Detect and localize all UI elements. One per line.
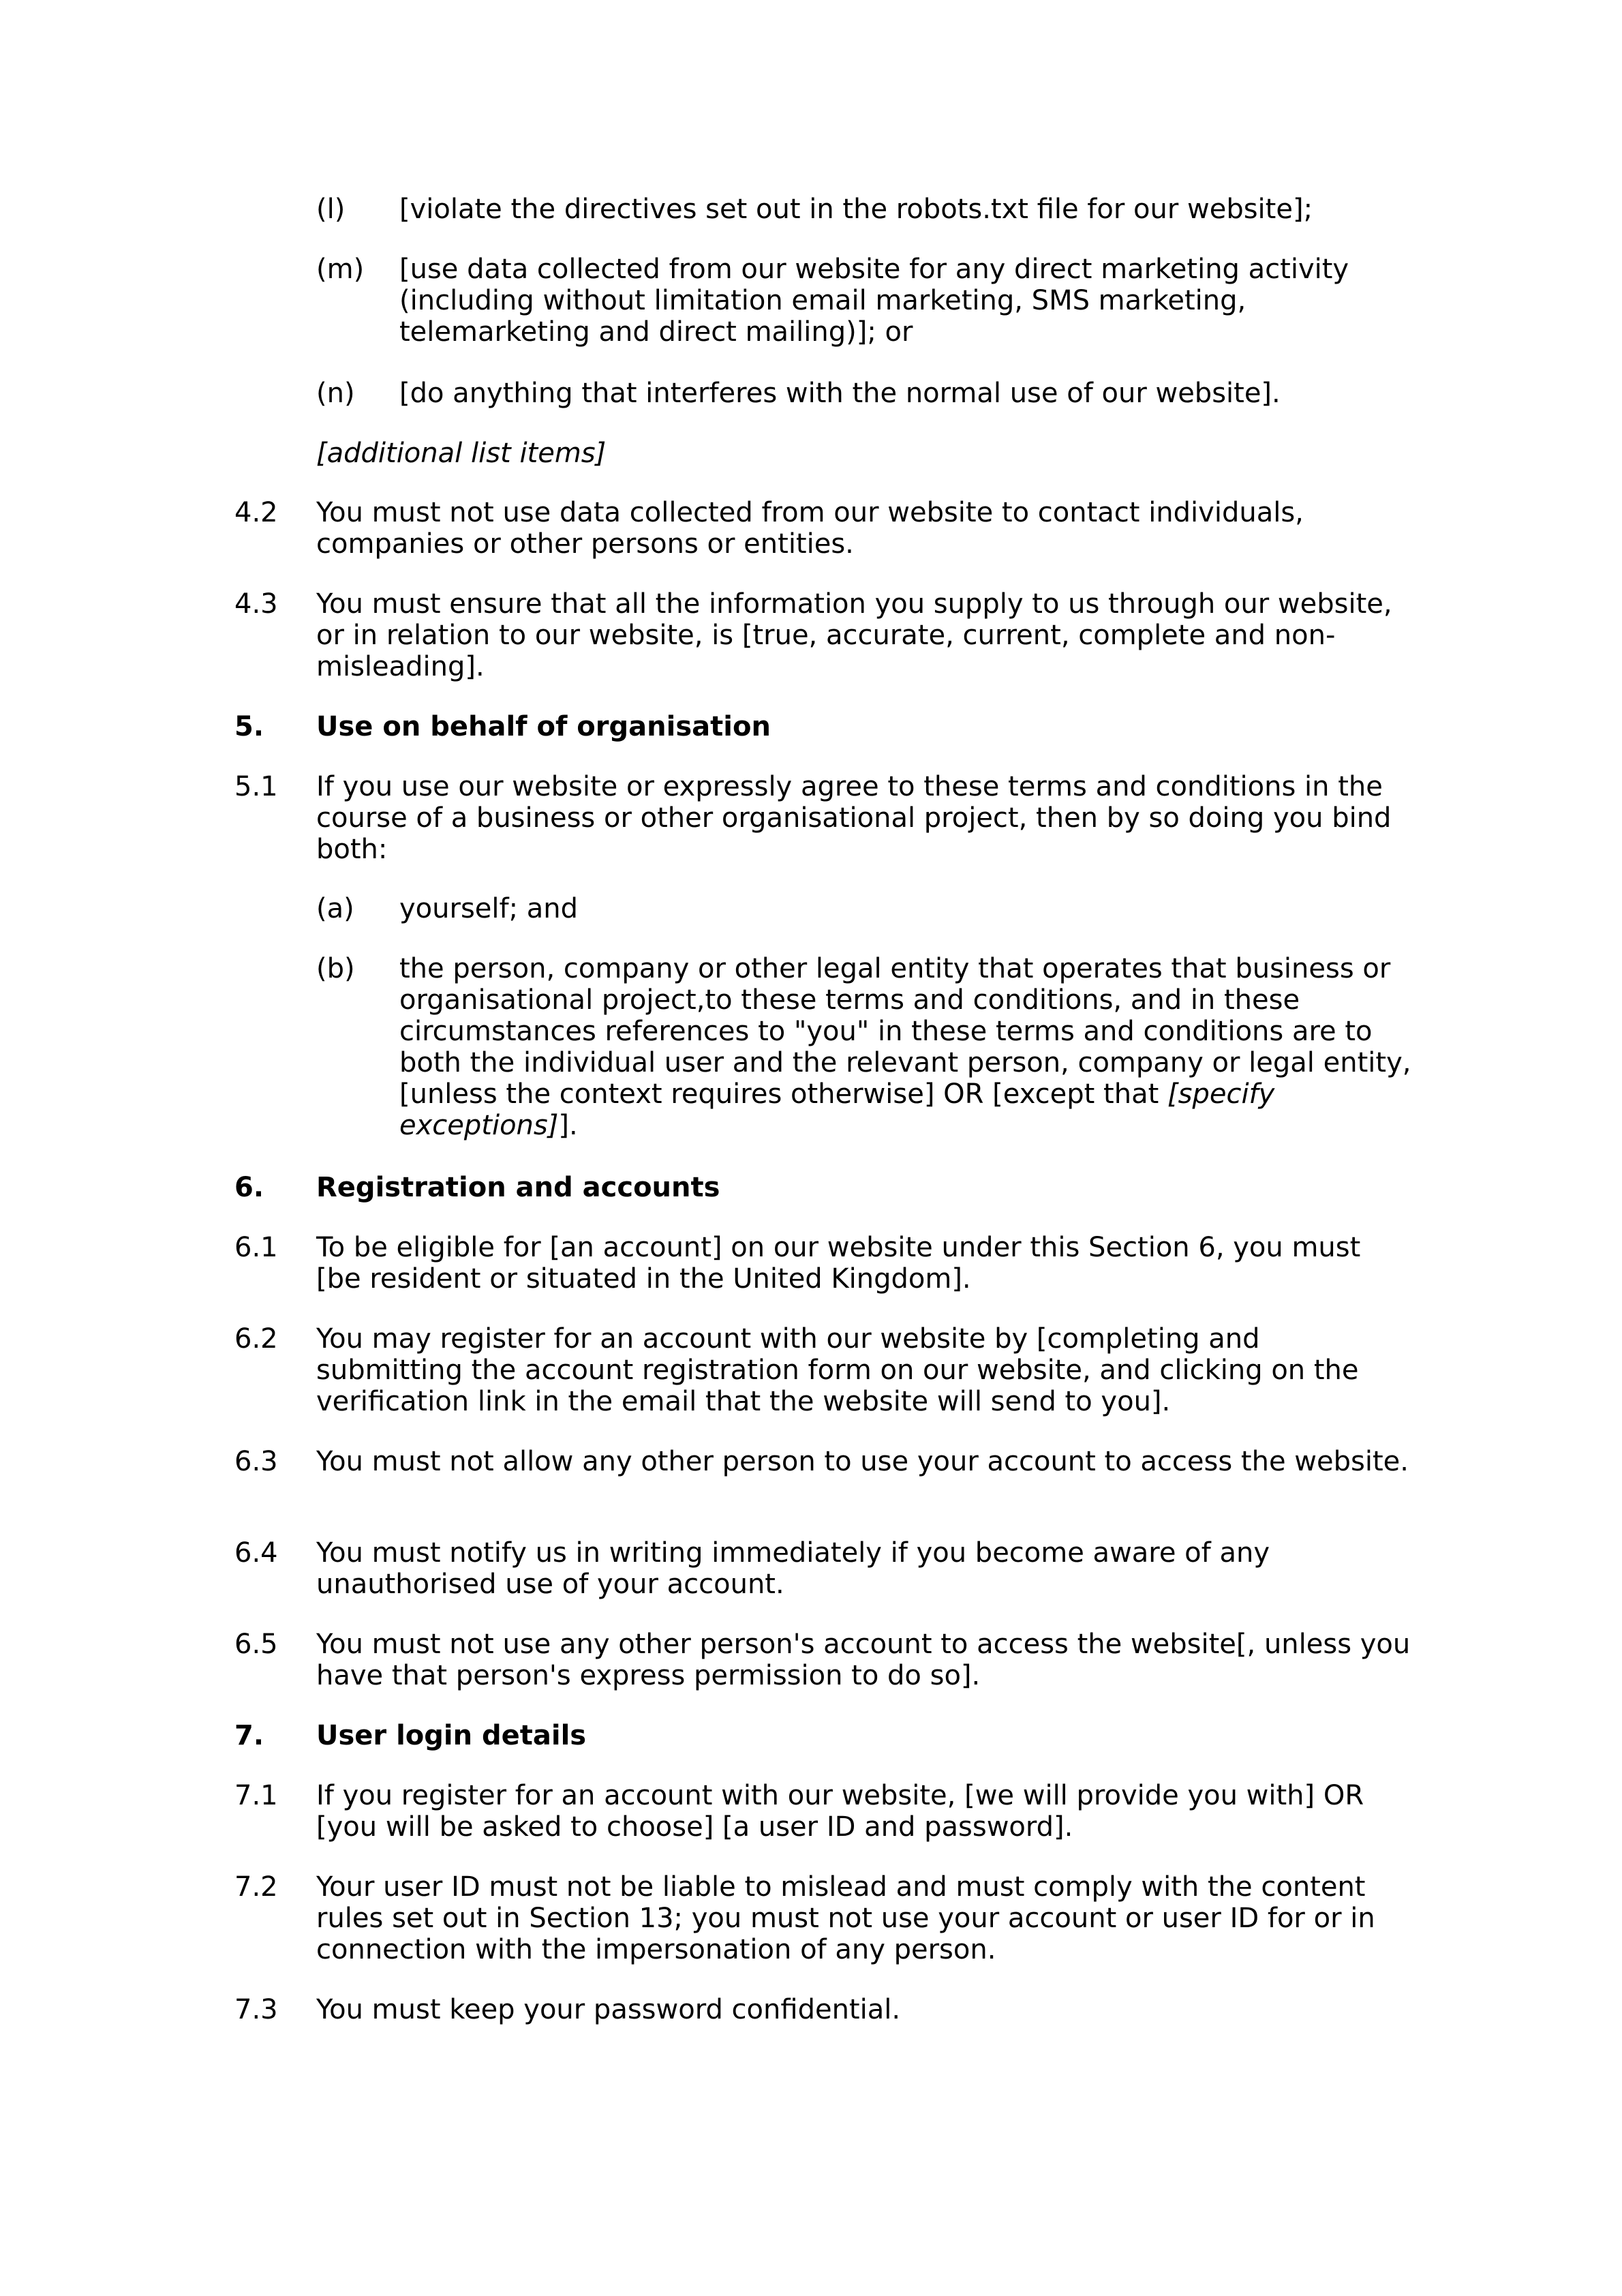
clause-7-2-number: 7.2 <box>234 1871 278 1903</box>
list-item-n-text: [do anything that interferes with the normal use of our website]. <box>399 378 1281 409</box>
clause-7-1-text: If you register for an account with our website, [we will provide you with] OR [you will be asked to choose] [a user ID and password]. <box>316 1780 1364 1843</box>
list-item-l-number: (l) <box>316 194 346 225</box>
clause-7-2-text: Your user ID must not be liable to mislead and must comply with the content rules set out in Section 13; you must not use your account or user ID for or in connection with the impersonation of any person. <box>316 1871 1375 1965</box>
clause-6-2-number: 6.2 <box>234 1323 278 1355</box>
clause-6-5-number: 6.5 <box>234 1629 278 1660</box>
clause-5-1-a-number: (a) <box>316 893 354 924</box>
clause-5-1-b-number: (b) <box>316 953 355 984</box>
clause-4-2-number: 4.2 <box>234 497 278 528</box>
section-7-number: 7. <box>234 1720 264 1751</box>
clause-6-1-number: 6.1 <box>234 1232 278 1263</box>
clause-5-1-b-text-end: ]. <box>558 1110 578 1141</box>
clause-7-3-number: 7.3 <box>234 1994 278 2025</box>
clause-7-1-number: 7.1 <box>234 1780 278 1811</box>
clause-6-4-number: 6.4 <box>234 1537 278 1569</box>
list-item-m-text: [use data collected from our website for any direct marketing activity (including without limitation email marketing, SMS marketing, telemarketing and direct mailing)]; or <box>399 254 1349 348</box>
clause-6-5-text: You must not use any other person's account to access the website[, unless you have that person's express permission to do so]. <box>316 1629 1411 1691</box>
clause-5-1-b-text-italic: [specify exceptions] <box>399 1078 1275 1141</box>
list-item-l-text: [violate the directives set out in the robots.txt file for our website]; <box>399 194 1313 225</box>
clause-5-1-b-text <box>399 953 1422 1141</box>
clause-4-3-number: 4.3 <box>234 588 278 620</box>
section-5-number: 5. <box>234 711 264 742</box>
clause-6-4-text: You must notify us in writing immediately if you become aware of any unauthorised use of your account. <box>316 1537 1270 1600</box>
list-item-n-number: (n) <box>316 378 355 409</box>
clause-6-1-text: To be eligible for [an account] on our website under this Section 6, you must [be resident or situated in the United Kingdom]. <box>316 1232 1361 1295</box>
clause-4-2-text: You must not use data collected from our website to contact individuals, companies or other persons or entities. <box>316 497 1304 560</box>
section-5-heading: Use on behalf of organisation <box>316 711 771 742</box>
list-item-m-number: (m) <box>316 254 365 285</box>
section-6-heading: Registration and accounts <box>316 1172 720 1203</box>
clause-7-3-text: You must keep your password confidential. <box>316 1994 901 2025</box>
clause-5-1-b-text-main: the person, company or other legal entity that operates that business or organisational project,to these terms and conditions, and in these circumstances references to "you" in these terms and conditions are to both the individual user and the relevant person, company or legal entity, [unless the context requires otherwise] OR [except that <box>399 953 1411 1110</box>
section-6-number: 6. <box>234 1172 264 1203</box>
clause-6-3-text: You must not allow any other person to use your account to access the website. <box>316 1446 1409 1477</box>
section-7-heading: User login details <box>316 1720 587 1751</box>
clause-5-1-a-text: yourself; and <box>399 893 579 924</box>
clause-6-3-number: 6.3 <box>234 1446 278 1477</box>
clause-4-3-text: You must ensure that all the information you supply to us through our website, or in relation to our website, is [true, accurate, current, complete and non-misleading]. <box>316 588 1392 682</box>
clause-6-2-text: You may register for an account with our website by [completing and submitting the account registration form on our website, and clicking on the verification link in the email that the website will send to you]. <box>316 1323 1359 1417</box>
clause-5-1-number: 5.1 <box>234 771 278 802</box>
clause-5-1-text: If you use our website or expressly agree to these terms and conditions in the course of a business or other organisational project, then by so doing you bind both: <box>316 771 1392 865</box>
additional-list-items: [additional list items] <box>316 438 607 469</box>
